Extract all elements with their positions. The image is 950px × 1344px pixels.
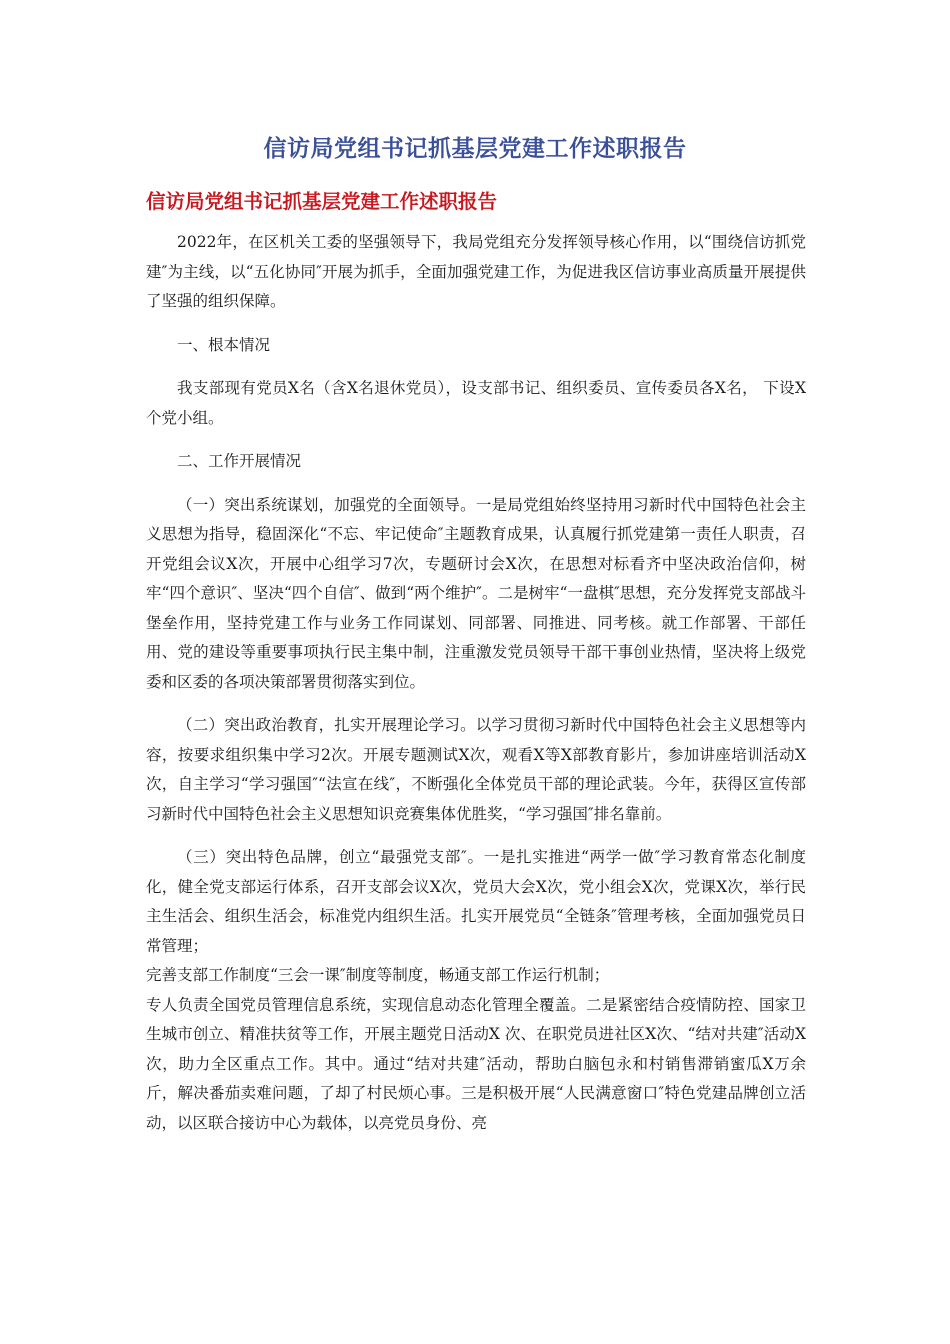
work-paragraph-3-cont-a: 完善支部工作制度“三会一课″制度等制度，畅通支部工作运行机制； <box>146 966 610 984</box>
document-body <box>146 228 806 1138</box>
basic-situation-paragraph: 我支部现有党员X名（含X名退休党员），设支部书记、组织委员、宣传委员各X名， 下设X个党小组。 <box>146 379 806 427</box>
work-paragraph-1: （一）突出系统谋划，加强党的全面领导。一是局党组始终坚持用习新时代中国特色社会主义思想为指导，稳固深化“不忘、牢记使命″主题教育成果，认真履行抓党建第一责任人职责，召开党组会议X次，开展中心组学习7次，专题研讨会X次，在思想对标看齐中坚决政治信仰，树牢“四个意识″、坚决“四个自信″、做到“两个维护″。二是树牢“一盘棋″思想，充分发挥党支部战斗堡垒作用，坚持党建工作与业务工作同谋划、同部署、同推进、同考核。就工作部署、干部任用、党的建设等重要事项执行民主集中制，注重激发党员领导干部干事创业热情，坚决将上级党委和区委的各项决策部署贯彻落实到位。 <box>146 495 806 691</box>
section-heading-basic: 一、根本情况 <box>177 335 271 354</box>
work-paragraph-3-cont-b: 专人负责全国党员管理信息系统，实现信息动态化管理全覆盖。二是紧密结合疫情防控、国家卫生城市创立、精准扶贫等工作，开展主题党日活动X 次、在职党员进社区X次、“结对共建″活动X次，助力全区重点工作。其中。通过“结对共建″活动，帮助白脑包永和村销售滞销蜜瓜X万余斤，解决番茄卖难问题，了却了村民烦心事。三是积极开展“人民满意窗口″特色党建品牌创立活动，以区联合接访中心为载体，以亮党员身份、亮 <box>146 995 806 1132</box>
section-heading-work: 二、工作开展情况 <box>177 452 302 470</box>
work-paragraph-3: （三）突出特色品牌，创立“最强党支部″。一是扎实推进“两学一做″学习教育常态化制度化，健全党支部运行体系，召开支部会议X次，党员大会X次，党小组会X次，党课X次，举行民主生活会、组织生活会，标准党内组织生活。扎实开展党员“全链条″管理考核，全面加强党员日常管理； <box>146 848 806 955</box>
work-paragraph-2: （二）突出政治教育，扎实开展理论学习。以学习贯彻习新时代中国特色社会主义思想等内容，按要求组织集中学习2次。开展专题测试X次，观看X等X部教育影片，参加讲座培训活动X次，自主学习“学习强国″“法宣在线″，不断强化全体党员干部的理论武装。今年，获得区宣传部习新时代中国特色社会主义思想知识竞赛集体优胜奖，“学习强国″排名靠前。 <box>146 716 806 823</box>
intro-paragraph: 2022年，在区机关工委的坚强领导下，我局党组充分发挥领导核心作用，以“围绕信访抓党建″为主线，以“五化协同″开展为抓手，全面加强党建工作，为促进我区信访事业高质量开展提供了坚强的组织保障。 <box>146 233 806 310</box>
document-subtitle: 信访局党组书记抓基层党建工作述职报告 <box>146 190 498 213</box>
document-title: 信访局党组书记抓基层党建工作述职报告 <box>263 136 687 162</box>
